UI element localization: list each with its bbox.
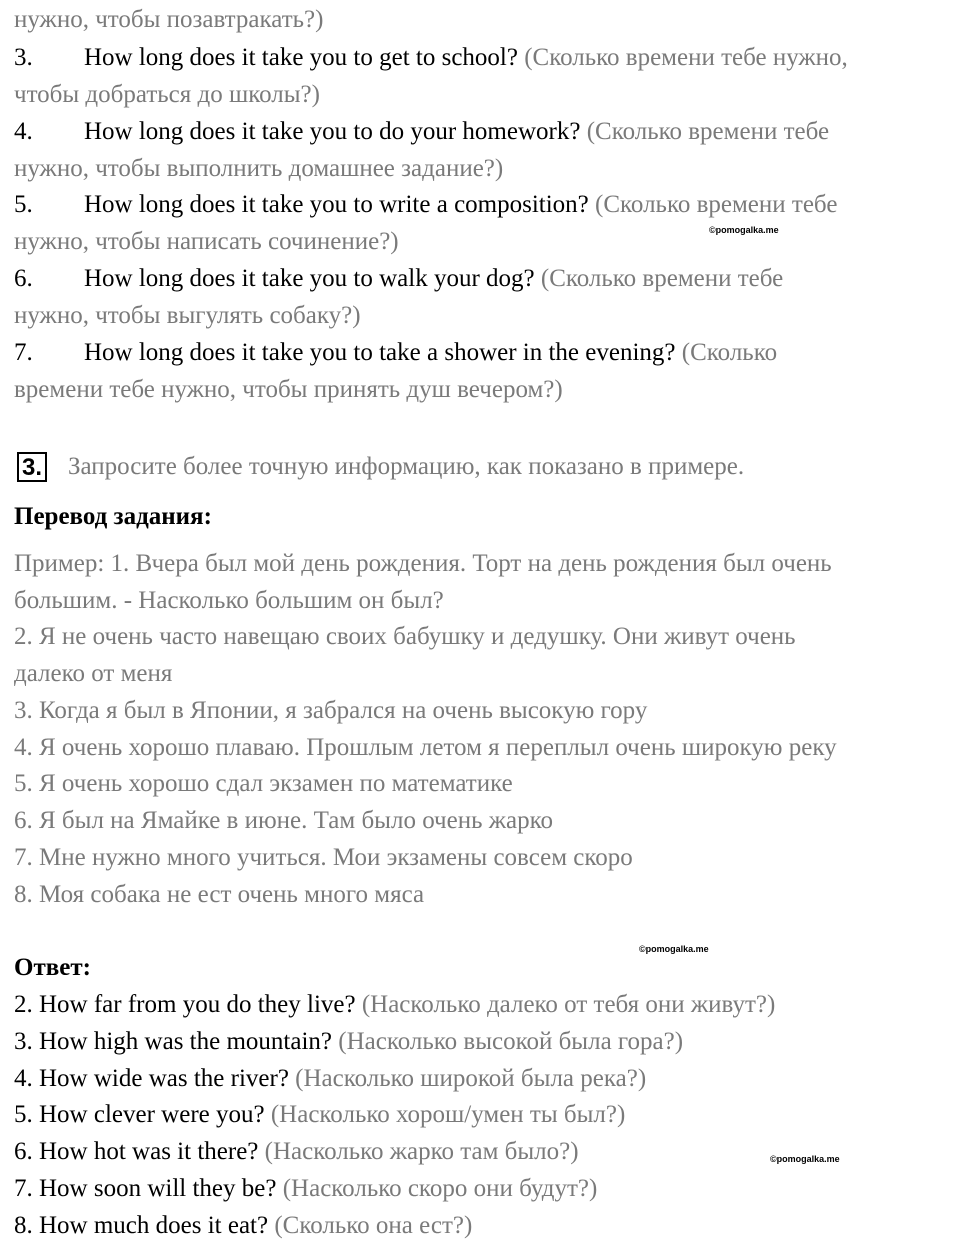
answer-item [14,1026,683,1058]
answer-ru: (Насколько высокой была гора?) [332,1028,684,1055]
question-ru-cont: чтобы добраться до школы?) [14,81,320,108]
translation-line: 6. Я был на Ямайке в июне. Там было очень жарко [14,807,554,834]
answer-ru: (Насколько хорош/умен ты был?) [264,1101,626,1128]
answer-ru: (Насколько жарко там было?) [258,1138,579,1165]
translation-line: 4. Я очень хорошо плаваю. Прошлым летом я переплыл очень широкую реку [14,734,837,761]
translation-line: 2. Я не очень часто навещаю своих бабушку и дедушку. Они живут очень [14,623,796,650]
translation-line: 8. Моя собака не ест очень много мяса [14,881,425,908]
translation-line: 5. Я очень хорошо сдал экзамен по математике [14,770,513,797]
watermark: ©pomogalka.me [639,944,709,954]
answer-ru: (Насколько далеко от тебя они живут?) [355,991,776,1018]
item-number: 3. [14,44,33,71]
answer-en: 8. How much does it eat? [14,1212,269,1239]
continued-text: нужно, чтобы позавтракать?) [14,6,324,33]
question-item [14,189,837,221]
answer-en: 3. How high was the mountain? [14,1028,333,1055]
question-en: How long does it take you to take a shower in the evening? [84,339,676,366]
answer-en: 7. How soon will they be? [14,1175,277,1202]
answer-item [14,1099,625,1131]
question-ru: (Сколько времени тебе [588,191,838,218]
question-en: How long does it take you to walk your dog? [84,265,535,292]
question-item [14,116,829,148]
translation-line: 3. Когда я был в Японии, я забрался на очень высокую гору [14,697,648,724]
answer-ru: (Насколько скоро они будут?) [276,1175,598,1202]
question-ru-cont: нужно, чтобы выгулять собаку?) [14,302,361,329]
answer-en: 6. How hot was it there? [14,1138,259,1165]
task-number-box: 3. [17,452,47,482]
answer-item [14,989,775,1021]
answer-item [14,1136,579,1168]
question-ru: (Сколько времени тебе [580,118,830,145]
item-number: 5. [14,191,33,218]
answer-ru: (Насколько широкой была река?) [288,1065,647,1092]
item-number: 6. [14,265,33,292]
answer-en: 4. How wide was the river? [14,1065,289,1092]
question-ru-cont: нужно, чтобы выполнить домашнее задание?) [14,155,504,182]
question-en: How long does it take you to write a composition? [84,191,589,218]
question-item [14,263,783,295]
question-item [14,337,777,369]
question-ru: (Сколько [675,339,778,366]
question-ru: (Сколько времени тебе нужно, [517,44,848,71]
item-number: 4. [14,118,33,145]
question-en: How long does it take you to do your homework? [84,118,581,145]
translation-line: 7. Мне нужно много учиться. Мои экзамены совсем скоро [14,844,633,871]
task-instruction: Запросите более точную информацию, как показано в примере. [68,453,745,480]
answer-heading: Ответ: [14,954,91,981]
question-ru: (Сколько времени тебе [534,265,784,292]
question-ru-cont: нужно, чтобы написать сочинение?) [14,228,399,255]
answer-item [14,1063,646,1095]
answer-ru: (Сколько она ест?) [268,1212,473,1239]
answer-item [14,1173,597,1205]
translation-line: далеко от меня [14,660,173,687]
watermark: ©pomogalka.me [770,1154,840,1164]
answer-en: 5. How clever were you? [14,1101,265,1128]
question-item [14,42,848,74]
question-ru-cont: времени тебе нужно, чтобы принять душ вечером?) [14,376,563,403]
item-number: 7. [14,339,33,366]
translation-line: большим. - Насколько большим он был? [14,587,444,614]
translation-line: Пример: 1. Вчера был мой день рождения. Торт на день рождения был очень [14,550,832,577]
translation-heading: Перевод задания: [14,503,212,530]
answer-item [14,1210,472,1242]
answer-en: 2. How far from you do they live? [14,991,356,1018]
question-en: How long does it take you to get to school? [84,44,518,71]
watermark: ©pomogalka.me [709,225,779,235]
